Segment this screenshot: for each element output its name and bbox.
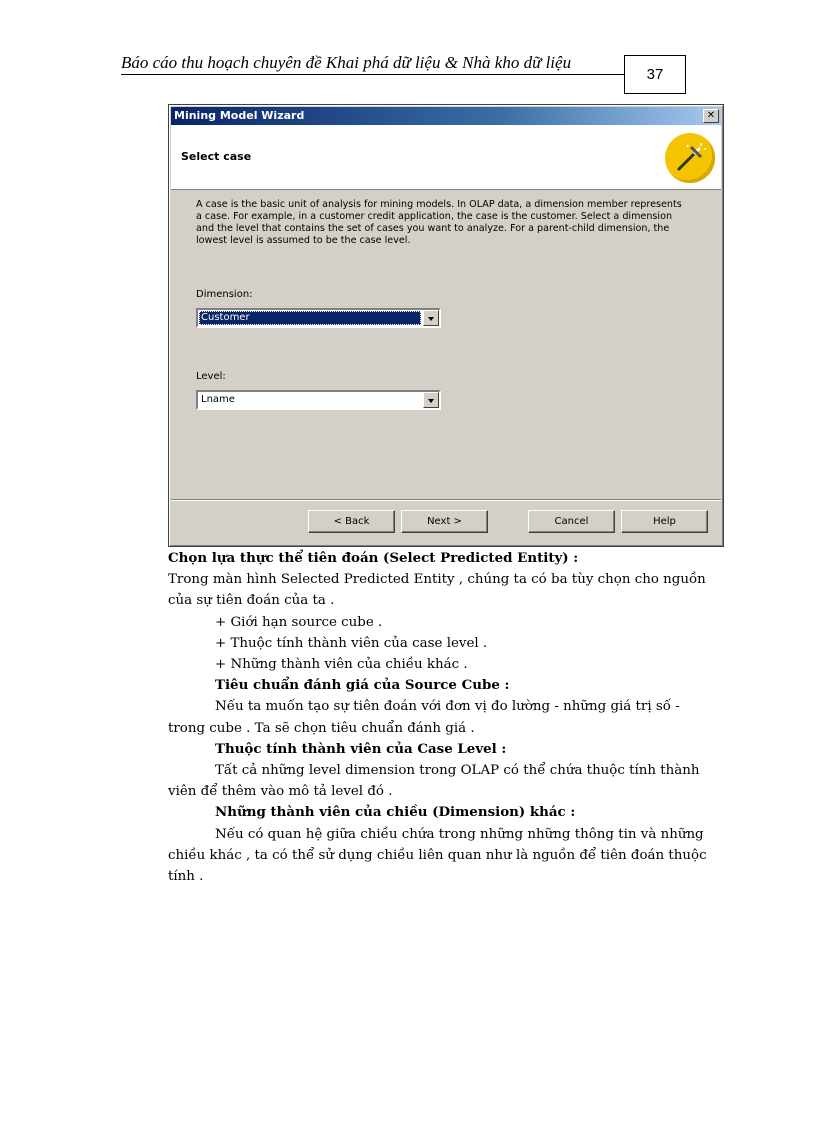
help-button[interactable]: Help	[621, 510, 708, 533]
dimension-select-value: Customer	[199, 311, 421, 325]
wizard-step-title: Select case	[181, 150, 252, 163]
close-icon[interactable]: ✕	[703, 109, 719, 123]
next-button[interactable]: Next >	[401, 510, 488, 533]
dimension-label: Dimension:	[196, 289, 253, 300]
subsection-heading: Những thành viên của chiều (Dimension) khác :	[215, 804, 576, 821]
wand-icon	[665, 133, 715, 183]
paragraph: Nếu ta muốn tạo sự tiên đoán với đơn vị đo lường - những giá trị số - trong cube . Ta sẽ chọn tiêu chuẩn đánh giá .	[168, 699, 680, 736]
header-rule	[121, 74, 629, 75]
dialog-titlebar[interactable]	[171, 107, 721, 125]
button-separator	[171, 499, 721, 501]
list-item: + Những thành viên của chiều khác .	[215, 657, 468, 673]
document-body	[168, 548, 708, 887]
dialog-title: Mining Model Wizard	[174, 109, 305, 122]
chevron-down-icon[interactable]	[423, 392, 439, 408]
dimension-select[interactable]	[196, 308, 441, 328]
wizard-header	[171, 125, 721, 190]
mining-model-wizard-dialog	[168, 104, 724, 547]
subsection-heading: Tiêu chuẩn đánh giá của Source Cube :	[215, 677, 510, 694]
list-item: + Giới hạn source cube .	[215, 614, 383, 630]
intro-text: A case is the basic unit of analysis for mining models. In OLAP data, a dimension member represents a case. For example, in a customer credit application, the case is the customer. Select a dimension and the level that contains the set of cases you want to analyze. For a parent-child dimension, the lowest level is assumed to be the case level.	[196, 199, 682, 246]
level-select[interactable]	[196, 390, 441, 410]
section-heading: Chọn lựa thực thể tiên đoán (Select Predicted Entity) :	[168, 550, 579, 566]
level-select-value: Lname	[201, 394, 235, 405]
paragraph: Tất cả những level dimension trong OLAP có thể chứa thuộc tính thành viên để thêm vào mô tả level đó .	[168, 763, 700, 800]
chevron-down-icon[interactable]	[423, 310, 439, 326]
page-header-title: Báo cáo thu hoạch chuyên đề Khai phá dữ liệu & Nhà kho dữ liệu	[121, 53, 572, 72]
subsection-heading: Thuộc tính thành viên của Case Level :	[215, 740, 507, 757]
paragraph: Nếu có quan hệ giữa chiều chứa trong những những thông tin và những chiều khác , ta có thể sử dụng chiều liên quan như là nguồn để tiên đoán thuộc tính .	[168, 826, 707, 885]
level-label: Level:	[196, 371, 226, 382]
page-number: 37	[624, 55, 686, 94]
list-item: + Thuộc tính thành viên của case level .	[215, 635, 488, 651]
back-button[interactable]: < Back	[308, 510, 395, 533]
cancel-button[interactable]: Cancel	[528, 510, 615, 533]
paragraph: Trong màn hình Selected Predicted Entity , chúng ta có ba tùy chọn cho nguồn của sự tiên đoán của ta .	[168, 572, 706, 609]
